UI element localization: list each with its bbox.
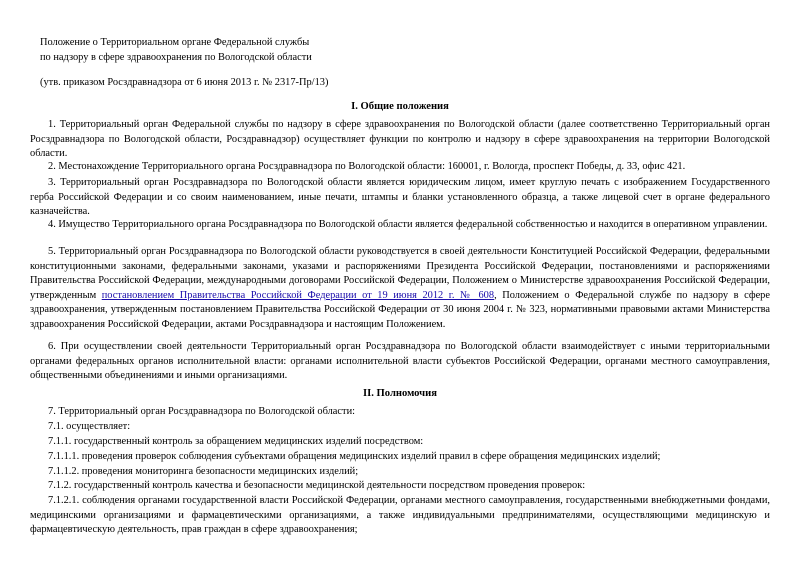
document-title-line-2: по надзору в сфере здравоохранения по Вологодской области (40, 52, 312, 63)
section-2-heading: II. Полномочия (363, 388, 437, 399)
item-7-1: 7.1. осуществляет: (48, 421, 131, 432)
item-7-1-1-1: 7.1.1.1. проведения проверок соблюдения субъектами обращения медицинских изделий правил в сфере обращения медицинских изделий; (48, 451, 661, 462)
paragraph-5-text-start: 5. Территориальный орган Росздравнадзора по Вологодской области руководствуется в своей деятельности Конституцией Российской Федерации, федеральными конституционными законами, федеральными законами, указами и распоряжениями Президента Российской Федерации, постановлениями и распоряжениями Правительства Российской Федерации, международными договорами Российской Федерации, Положением о Министерстве здравоохранения Российской Федерации, утвержденным (30, 246, 770, 301)
paragraph-3: 3. Территориальный орган Росздравнадзора по Вологодской области является юридическим лицом, имеет круглую печать с изображением Государственного герба Российской Федерации и со своим наименованием, иные печати, штампы и бланки установленного образца, а также лицевой счет в органе федерального казначейства. (30, 177, 770, 218)
section-1-heading: I. Общие положения (351, 101, 449, 112)
paragraph-1: 1. Территориальный орган Федеральной службы по надзору в сфере здравоохранения по Вологодской области (далее соответственно Территориальный орган Росздравнадзора по Вологодской области, Росздравнадзор) осуществляет функции по контролю и надзору в сфере здравоохранения на территории Вологодской области. (30, 119, 770, 160)
item-7-1-2: 7.1.2. государственный контроль качества и безопасности медицинской деятельности посредством проведения проверок: (48, 480, 586, 491)
paragraph-2: 2. Местонахождение Территориального органа Росздравнадзора по Вологодской области: 160001, г. Вологда, проспект Победы, д. 33, офис 421. (48, 161, 686, 172)
approval-note: (утв. приказом Росздравнадзора от 6 июня 2013 г. № 2317-Пр/13) (40, 77, 329, 88)
paragraph-4: 4. Имущество Территориального органа Росздравнадзора по Вологодской области является федеральной собственностью и находится в оперативном управлении. (48, 219, 768, 230)
item-7-1-1: 7.1.1. государственный контроль за обращением медицинских изделий посредством: (48, 436, 424, 447)
paragraph-5-text-end: , Положением о Федеральной службе по надзору в сфере здравоохранения, утвержденным постановлением Правительства Российской Федерации от 30 июня 2004 г. № 323, нормативными правовыми актами Министерства здравоохранения Российской Федерации, актами Росздравнадзора и настоящим Положением. (30, 289, 770, 330)
government-decree-link[interactable]: постановлением Правительства Российской Федерации от 19 июня 2012 г. № 608 (101, 289, 495, 301)
paragraph-6: 6. При осуществлении своей деятельности Территориальный орган Росздравнадзора по Вологодской области взаимодействует с иными территориальными органами федеральных органов исполнительной власти: органами исполнительной власти субъектов Российской Федерации, органами местного самоуправления, общественными объединениями и иными организациями. (30, 341, 770, 382)
item-7: 7. Территориальный орган Росздравнадзора по Вологодской области: (48, 406, 356, 417)
item-7-1-1-2: 7.1.1.2. проведения мониторинга безопасности медицинских изделий; (48, 466, 359, 477)
item-7-1-2-1: 7.1.2.1. соблюдения органами государственной власти Российской Федерации, органами местного самоуправления, государственными внебюджетными фондами, медицинскими организациями и фармацевтическими организациями, а также индивидуальными предпринимателями, осуществляющими медицинскую и фармацевтическую деятельность, прав граждан в сфере здравоохранения; (30, 495, 770, 536)
document-title-line-1: Положение о Территориальном органе Федеральной службы (40, 37, 310, 48)
paragraph-5 (30, 245, 770, 333)
